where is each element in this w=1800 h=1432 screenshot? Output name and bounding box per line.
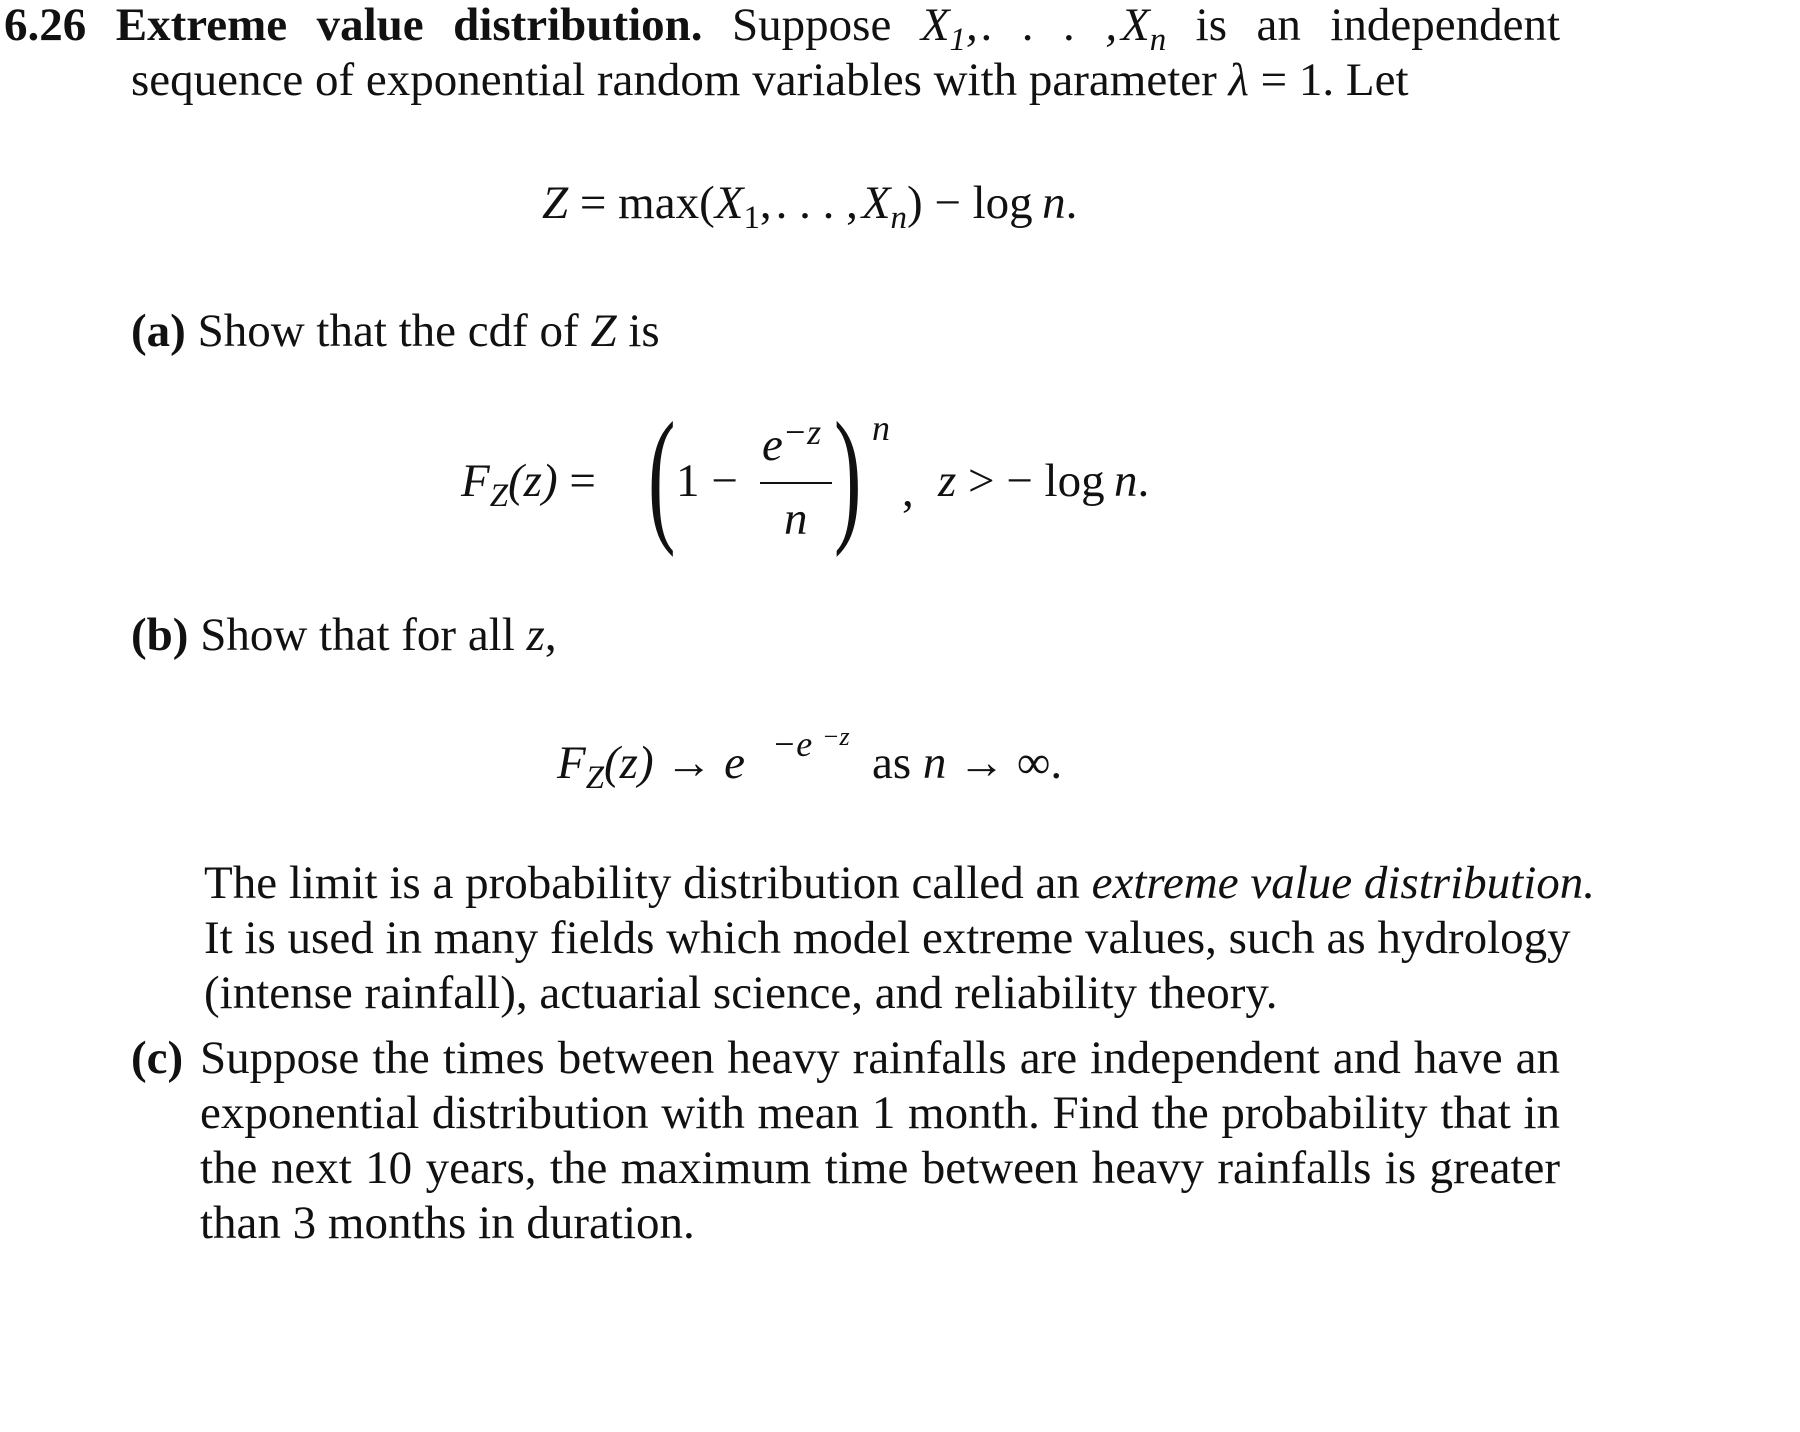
note-line1: The limit is a probability distribution called an extreme value distribution. bbox=[204, 857, 1596, 909]
sequence-notation: $X_1$, . . . , $X_n$ bbox=[920, 0, 1167, 58]
problem-header-line1 bbox=[4, 0, 1561, 58]
exponent-e: −e bbox=[772, 724, 813, 764]
problem-number: 6.26 bbox=[4, 0, 87, 51]
note-line3: (intense rainfall), actuarial science, and reliability theory. bbox=[204, 967, 1278, 1019]
exponent-z: −z bbox=[822, 722, 850, 751]
part-c-line4: than 3 months in duration. bbox=[200, 1197, 695, 1249]
power-n: n bbox=[872, 408, 890, 448]
part-b-prompt: (b) Show that for all z, bbox=[131, 609, 557, 661]
part-c-label: (c) bbox=[131, 1032, 184, 1084]
intro-suppose: Suppose bbox=[732, 0, 892, 51]
problem-header-line2 bbox=[131, 54, 1409, 106]
cdf-condition: z > − log n. bbox=[938, 455, 1150, 507]
left-paren: ( bbox=[648, 392, 676, 558]
fraction-bar bbox=[760, 482, 832, 484]
problem-title: Extreme value distribution. bbox=[115, 0, 703, 51]
part-a-prompt: (a) Show that the cdf of Z is bbox=[131, 305, 660, 357]
fraction-denominator: n bbox=[784, 493, 808, 545]
intro-independent: is an independent bbox=[1195, 0, 1561, 51]
part-b-label: (b) bbox=[131, 609, 189, 661]
intro-line2-end: = 1. Let bbox=[1260, 54, 1409, 106]
lambda-symbol: λ bbox=[1228, 54, 1249, 106]
right-paren: ) bbox=[834, 392, 862, 558]
part-c-line2: exponential distribution with mean 1 month. Find the probability that in bbox=[200, 1087, 1560, 1139]
intro-line2: sequence of exponential random variables with parameter bbox=[131, 54, 1217, 106]
part-c-line1: Suppose the times between heavy rainfalls are independent and have an bbox=[200, 1032, 1560, 1084]
part-a-label: (a) bbox=[131, 305, 186, 357]
equation-z-definition: $Z = \max(X_1$, . . . , $X_n) - \log n$. bbox=[542, 177, 1078, 236]
part-c-line3: the next 10 years, the maximum time between heavy rainfalls is greater bbox=[200, 1142, 1560, 1194]
note-line2: It is used in many fields which model extreme values, such as hydrology bbox=[204, 912, 1571, 964]
fraction-numerator: $e^{-z}$ bbox=[762, 412, 822, 471]
